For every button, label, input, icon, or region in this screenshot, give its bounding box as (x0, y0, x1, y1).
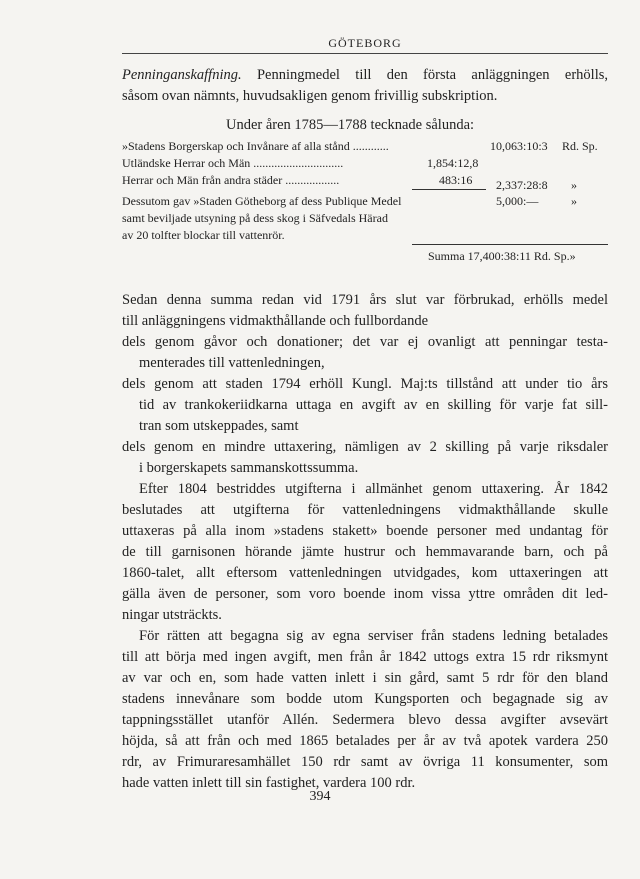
body-line-7: tran som utskeppades, samt (139, 418, 299, 434)
body-line-1: Sedan denna summa redan vid 1791 års slut var förbrukad, erhölls medel (122, 292, 608, 308)
body-line-22: höjda, så att från och med 1865 betalades per år av två apotek vardera 250 (122, 733, 608, 749)
body-line-14: 1860-talet, allt eftersom vattenledningen utvidgades, kom uttaxeringen att (122, 565, 608, 581)
body-line-11: beslutades att utgifterna för vattenledningens vidmakthållande skulle (122, 502, 608, 518)
table-row-4-value: 5,000:— (496, 194, 539, 208)
header-rule (122, 53, 608, 54)
table-row-4-label: Dessutom gav »Staden Götheborg af dess Publique Medel (122, 194, 402, 208)
body-line-9: i borgerskapets sammanskottssumma. (139, 460, 359, 476)
body-line-10: Efter 1804 bestriddes utgifterna i allmänhet genom uttaxering. År 1842 (139, 481, 608, 497)
table-row-2-label: Utländske Herrar och Män .............................. (122, 156, 344, 170)
page-number: 394 (309, 789, 331, 804)
table-row-1-label: »Stadens Borgerskap och Invånare af alla stånd ............ (122, 139, 389, 153)
table-row-6-label: av 20 tolfter blockar till vattenrör. (122, 228, 285, 242)
intro-line-1-text: Penningmedel till den första anläggningen erhölls, (241, 67, 608, 83)
body-line-15: gälla även de personer, som voro boende inom vissa yttre områden dit led- (122, 586, 608, 602)
body-line-24: hade vatten inlett till sin fastighet, vardera 100 rdr. (122, 775, 416, 791)
body-line-23: rdr, av Frimuraresamhället 150 rdr samt av övriga 11 konsumenter, som (122, 754, 608, 770)
table-row-3-sum: 2,337:28:8 (496, 178, 548, 192)
table-row-4-mark: » (571, 194, 577, 208)
intro-line-2: såsom ovan nämnts, huvudsakligen genom frivillig subskription. (122, 88, 498, 104)
body-line-5: dels genom att staden 1794 erhöll Kungl. Maj:ts tillstånd att under tio års (122, 376, 608, 392)
table-heading: Under åren 1785—1788 tecknade sålunda: (226, 117, 475, 133)
table-row-3-mark: » (571, 178, 577, 192)
running-header: GÖTEBORG (328, 36, 402, 50)
section-label: Penninganskaffning. (122, 67, 242, 83)
total-rule (412, 244, 608, 245)
intro-line-1 (122, 66, 608, 84)
table-total: Summa 17,400:38:11 Rd. Sp.» (428, 249, 576, 263)
table-row-5-label: samt beviljade utsyning på dess skog i Säfvedals Härad (122, 211, 388, 225)
body-line-3: dels genom gåvor och donationer; det var ej ovanligt att penningar testa- (122, 334, 608, 350)
body-line-13: de till garnisonen hörande jämte hustrur och hemmavarande barn, och på (122, 544, 608, 560)
table-row-1-unit: Rd. Sp. (562, 139, 598, 153)
body-line-4: menterades till vattenledningen, (139, 355, 325, 371)
body-line-6: tid av trankokeriidkarna uttaga en avgift av en skilling för varje fat sill- (139, 397, 608, 413)
body-line-21: tappningsstället utanför Allén. Sedermera blevo dessa avgifter avsevärt (122, 712, 608, 728)
body-line-20: stadens innevånare som bodde utom Kungsporten och begagnade sig av (122, 691, 608, 707)
table-row-3-value: 483:16 (439, 173, 473, 187)
body-line-2: till anläggningens vidmakthållande och fullbordande (122, 313, 429, 329)
body-line-16: ningar utsträckts. (122, 607, 222, 623)
table-row-2-value: 1,854:12,8 (427, 156, 479, 170)
body-line-17: För rätten att begagna sig av egna serviser från stadens ledning betalades (139, 628, 608, 644)
body-line-19: av var och en, som hade vatten inlett i sin gård, samt 5 rdr för den bland (122, 670, 608, 686)
table-row-1-value: 10,063:10:3 (490, 139, 548, 153)
subtotal-rule (412, 189, 486, 190)
table-row-3-label: Herrar och Män från andra städer .................. (122, 173, 340, 187)
body-line-18: till att börja med ingen avgift, men från år 1842 uttogs extra 15 rdr riksmynt (122, 649, 608, 665)
body-line-8: dels genom en mindre uttaxering, nämligen av 2 skilling på varje riksdaler (122, 439, 608, 455)
body-line-12: uttaxeras på alla inom »stadens stakett» boende personer med undantag för (122, 523, 608, 539)
